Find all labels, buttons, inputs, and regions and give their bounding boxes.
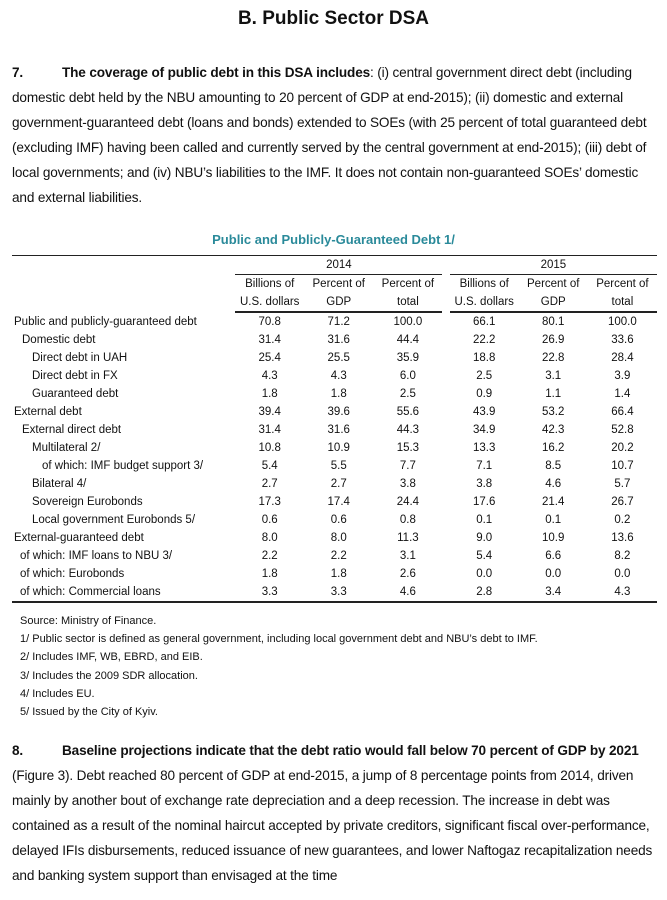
table-cell: 0.1 bbox=[476, 514, 493, 526]
year-header-row bbox=[12, 256, 657, 275]
table-cell: 66.1 bbox=[473, 316, 496, 328]
table-cell: 1.4 bbox=[614, 388, 631, 400]
row-label: Bilateral 4/ bbox=[32, 478, 87, 490]
table-cell: 3.4 bbox=[545, 586, 562, 598]
table-cell: 17.4 bbox=[327, 496, 350, 508]
table-cell: 3.3 bbox=[330, 586, 347, 598]
table-cell: 0.0 bbox=[476, 568, 493, 580]
paragraph-lead: Baseline projections indicate that the debt ratio would fall below 70 percent of GDP by 2021 bbox=[62, 743, 639, 758]
row-label: Sovereign Eurobonds bbox=[32, 496, 143, 508]
table-cell: 13.6 bbox=[611, 532, 634, 544]
debt-table bbox=[12, 255, 657, 603]
table-cell: 66.4 bbox=[611, 406, 634, 418]
table-cell: 0.0 bbox=[614, 568, 631, 580]
table-cell: 3.3 bbox=[261, 586, 278, 598]
table-cell: 17.6 bbox=[473, 496, 496, 508]
table-row bbox=[12, 529, 657, 547]
source-note: Source: Ministry of Finance. bbox=[20, 615, 157, 627]
row-label: of which: Eurobonds bbox=[20, 568, 125, 580]
table-cell: 25.4 bbox=[258, 352, 281, 364]
table-row bbox=[12, 565, 657, 583]
table-row bbox=[12, 403, 657, 421]
table-cell: 2.5 bbox=[399, 388, 416, 400]
table-cell: 3.1 bbox=[399, 550, 416, 562]
table-cell: 0.2 bbox=[614, 514, 631, 526]
table-cell: 1.8 bbox=[261, 568, 278, 580]
table-cell: 31.4 bbox=[258, 334, 281, 346]
table-cell: 4.3 bbox=[330, 370, 347, 382]
table-notes bbox=[20, 612, 660, 721]
footnote: 5/ Issued by the City of Kyiv. bbox=[20, 706, 158, 719]
table-cell: 100.0 bbox=[608, 316, 637, 328]
column-header: Percent of total bbox=[373, 275, 442, 313]
table-row bbox=[12, 583, 657, 602]
table-cell: 42.3 bbox=[542, 424, 565, 436]
table-body bbox=[12, 312, 657, 602]
table-cell: 4.6 bbox=[399, 586, 416, 598]
table-cell: 80.1 bbox=[542, 316, 565, 328]
table-cell: 3.9 bbox=[614, 370, 631, 382]
table-cell: 8.5 bbox=[545, 460, 562, 472]
table-cell: 8.2 bbox=[614, 550, 631, 562]
table-cell: 13.3 bbox=[473, 442, 496, 454]
footnote: 1/ Public sector is defined as general government, including local government debt and NBU’s debt to IMF. bbox=[20, 633, 538, 646]
table-cell: 28.4 bbox=[611, 352, 634, 364]
table-cell: 31.6 bbox=[327, 334, 350, 346]
row-label: Public and publicly-guaranteed debt bbox=[14, 315, 197, 328]
column-header-row bbox=[12, 275, 657, 313]
row-label: of which: Commercial loans bbox=[20, 586, 161, 598]
table-cell: 26.9 bbox=[542, 334, 565, 346]
table-cell: 22.2 bbox=[473, 334, 496, 346]
table-cell: 2.2 bbox=[261, 550, 278, 562]
table-row bbox=[12, 367, 657, 385]
table-cell: 24.4 bbox=[396, 496, 420, 508]
table-cell: 10.9 bbox=[542, 532, 565, 544]
row-label: Domestic debt bbox=[22, 334, 96, 346]
table-cell: 7.7 bbox=[399, 460, 416, 472]
table-cell: 1.8 bbox=[330, 568, 347, 580]
row-label: of which: IMF budget support 3/ bbox=[42, 460, 204, 472]
paragraph-lead: The coverage of public debt in this DSA includes bbox=[62, 65, 371, 80]
table-cell: 25.5 bbox=[327, 352, 350, 364]
table-row bbox=[12, 331, 657, 349]
table-cell: 2.5 bbox=[476, 370, 493, 382]
table-cell: 2.6 bbox=[399, 568, 416, 580]
table-cell: 15.3 bbox=[396, 442, 420, 454]
row-label: Guaranteed debt bbox=[32, 388, 119, 400]
year-header: 2015 bbox=[450, 256, 657, 275]
table-row bbox=[12, 421, 657, 439]
table-cell: 5.4 bbox=[261, 460, 278, 472]
paragraph-body: (Figure 3). Debt reached 80 percent of GDP at end-2015, a jump of 8 percentage points from 2014, driven mainly by another bout of exchange rate depreciation and a deep recession. The increase in debt was contained as a result of the nominal haircut accepted by private creditors, significant fiscal over-performance, delayed IFIs disbursements, reduced issuance of new guarantees, and lower Naftogaz recapitalization needs and banking system support than envisaged at the time bbox=[12, 768, 653, 883]
table-cell: 8.0 bbox=[261, 532, 278, 544]
table-cell: 53.2 bbox=[542, 406, 565, 418]
table-row bbox=[12, 457, 657, 475]
table-cell: 10.9 bbox=[327, 442, 350, 454]
table-cell: 1.8 bbox=[330, 388, 347, 400]
table-cell: 52.8 bbox=[611, 424, 634, 436]
table-cell: 0.0 bbox=[545, 568, 562, 580]
table-cell: 9.0 bbox=[476, 532, 493, 544]
column-header: Percent of GDP bbox=[304, 275, 373, 313]
table-cell: 44.4 bbox=[396, 334, 420, 346]
row-label: Multilateral 2/ bbox=[32, 442, 101, 454]
table-cell: 71.2 bbox=[327, 316, 350, 328]
table-cell: 100.0 bbox=[393, 316, 423, 328]
table-cell: 39.4 bbox=[258, 406, 281, 418]
paragraph-number: 7. bbox=[12, 65, 24, 80]
paragraph-body: : (i) central government direct debt (including domestic debt held by the NBU amounting to 20 percent of GDP at end-2015); (ii) domestic and external government-guaranteed debt (loans and bonds) extended to SOEs (with 25 percent of total guaranteed debt (excluding IMF) having been called and currently served by the central government at end-2015); (iii) debt of local governments; and (iv) NBU’s liabilities to the IMF. It does not contain non-guaranteed SOEs’ domestic and external liabilities. bbox=[12, 65, 647, 205]
table-cell: 10.8 bbox=[258, 442, 281, 454]
table-cell: 4.3 bbox=[614, 586, 631, 598]
table-cell: 3.1 bbox=[545, 370, 562, 382]
table-cell: 11.3 bbox=[397, 532, 419, 544]
table-cell: 22.8 bbox=[542, 352, 565, 364]
table-cell: 2.7 bbox=[330, 478, 347, 490]
table-cell: 43.9 bbox=[473, 406, 496, 418]
table-cell: 26.7 bbox=[611, 496, 634, 508]
footnote: 2/ Includes IMF, WB, EBRD, and EIB. bbox=[20, 651, 203, 664]
column-header: Percent of GDP bbox=[519, 275, 588, 313]
table-cell: 2.7 bbox=[261, 478, 278, 490]
section-title: B. Public Sector DSA bbox=[237, 8, 430, 29]
table-cell: 2.8 bbox=[476, 586, 493, 598]
table-cell: 16.2 bbox=[542, 442, 565, 454]
table-cell: 21.4 bbox=[542, 496, 565, 508]
table-cell: 33.6 bbox=[611, 334, 634, 346]
footnote: 4/ Includes EU. bbox=[20, 687, 95, 700]
table-cell: 0.1 bbox=[545, 514, 562, 526]
table-cell: 6.6 bbox=[545, 550, 562, 562]
table-cell: 2.2 bbox=[330, 550, 347, 562]
table-row bbox=[12, 547, 657, 565]
table-cell: 0.8 bbox=[399, 514, 416, 526]
row-label: External-guaranteed debt bbox=[14, 532, 144, 544]
table-cell: 34.9 bbox=[473, 424, 496, 436]
table-cell: 6.0 bbox=[399, 370, 416, 382]
table-cell: 1.1 bbox=[545, 388, 562, 400]
table-row bbox=[12, 439, 657, 457]
table-cell: 0.9 bbox=[476, 388, 493, 400]
row-label: External direct debt bbox=[22, 424, 122, 436]
table-cell: 55.6 bbox=[396, 406, 420, 418]
table-cell: 4.6 bbox=[545, 478, 562, 490]
table-cell: 4.3 bbox=[261, 370, 278, 382]
table-cell: 5.4 bbox=[476, 550, 493, 562]
table-cell: 31.6 bbox=[327, 424, 350, 436]
table-title: Public and Publicly-Guaranteed Debt 1/ bbox=[212, 232, 455, 247]
table-cell: 44.3 bbox=[396, 424, 420, 436]
table-row bbox=[12, 385, 657, 403]
table-cell: 35.9 bbox=[396, 352, 420, 364]
table-cell: 1.8 bbox=[261, 388, 278, 400]
paragraph-7 bbox=[12, 60, 660, 210]
table-cell: 39.6 bbox=[327, 406, 350, 418]
table-cell: 7.1 bbox=[476, 460, 493, 472]
row-label: External debt bbox=[14, 406, 82, 418]
year-header: 2014 bbox=[235, 256, 442, 275]
table-row bbox=[12, 511, 657, 529]
table-row bbox=[12, 349, 657, 367]
table-cell: 3.8 bbox=[399, 478, 416, 490]
table-row bbox=[12, 312, 657, 331]
table-cell: 31.4 bbox=[258, 424, 281, 436]
row-label: Local government Eurobonds 5/ bbox=[32, 514, 196, 526]
table-cell: 20.2 bbox=[611, 442, 634, 454]
row-label: Direct debt in FX bbox=[32, 370, 118, 382]
row-label: of which: IMF loans to NBU 3/ bbox=[20, 550, 173, 562]
table-cell: 5.7 bbox=[614, 478, 631, 490]
table-row bbox=[12, 475, 657, 493]
table-cell: 8.0 bbox=[330, 532, 347, 544]
table-row bbox=[12, 493, 657, 511]
footnote: 3/ Includes the 2009 SDR allocation. bbox=[20, 669, 198, 682]
paragraph-number: 8. bbox=[12, 743, 24, 758]
column-header: Percent of total bbox=[588, 275, 657, 313]
table-cell: 70.8 bbox=[258, 316, 281, 328]
table-cell: 5.5 bbox=[330, 460, 347, 472]
column-header: Billions of U.S. dollars bbox=[235, 275, 304, 313]
table-cell: 3.8 bbox=[476, 478, 493, 490]
table-cell: 0.6 bbox=[261, 514, 278, 526]
row-label: Direct debt in UAH bbox=[32, 352, 128, 364]
table-cell: 0.6 bbox=[330, 514, 347, 526]
table-cell: 10.7 bbox=[611, 460, 634, 472]
column-header: Billions of U.S. dollars bbox=[450, 275, 519, 313]
table-cell: 18.8 bbox=[473, 352, 496, 364]
table-cell: 17.3 bbox=[258, 496, 281, 508]
paragraph-8 bbox=[12, 738, 660, 888]
